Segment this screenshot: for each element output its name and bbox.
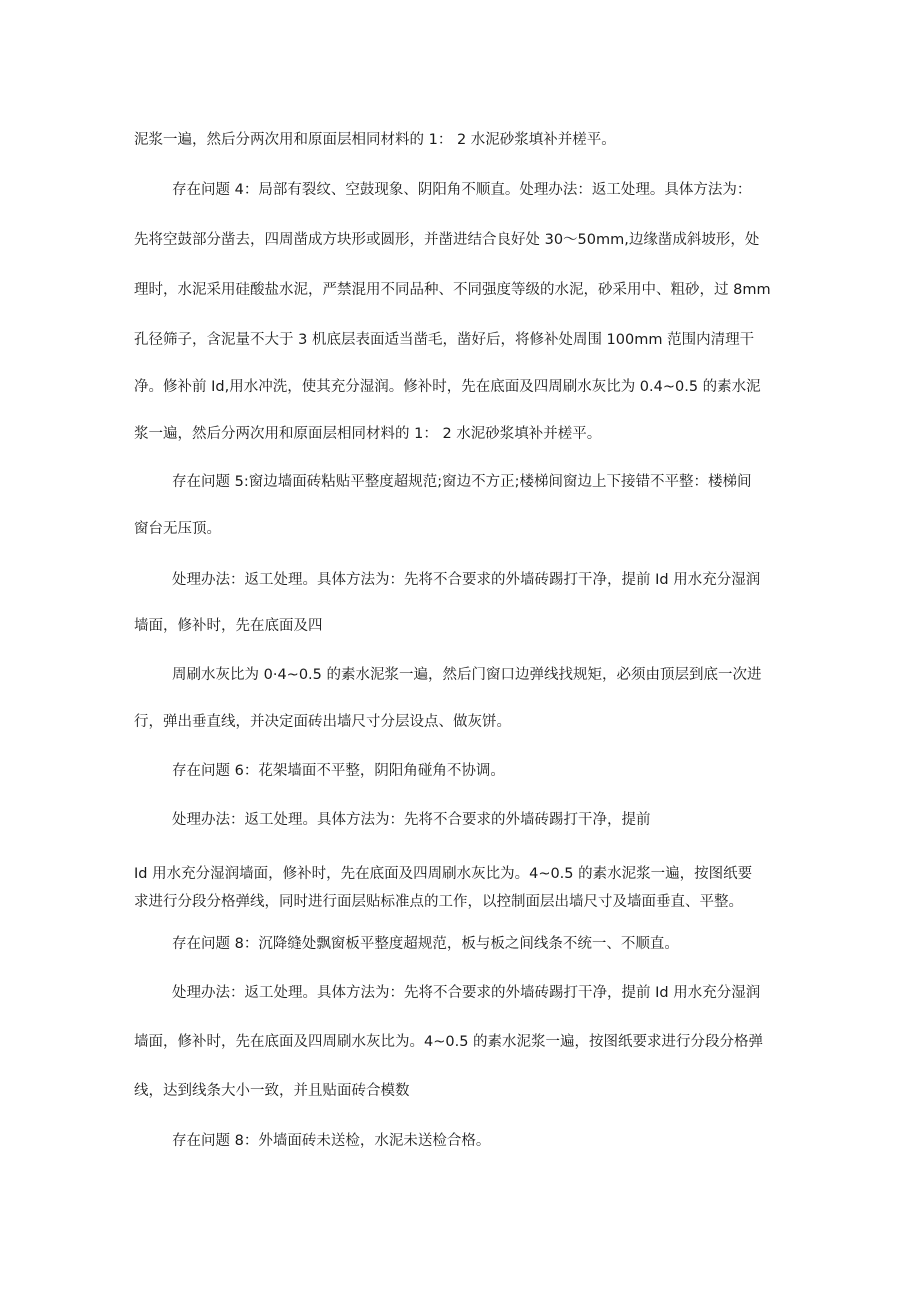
text-line: 孔径筛子，含泥量不大于 3 机底层表面适当凿毛，凿好后，将修补处周围 100mm 范围内清理干 <box>134 332 755 348</box>
text-line: 处理办法：返工处理。具体方法为：先将不合要求的外墙砖踢打干净，提前 Id 用水充分湿润 <box>172 572 761 588</box>
text-line: 存在问题 5:窗边墙面砖粘贴平整度超规范;窗边不方正;楼梯间窗边上下接错不平整：楼梯间 <box>172 474 752 490</box>
text-line: 净。修补前 Id,用水冲洗，使其充分湿润。修补时，先在底面及四周刷水灰比为 0.4~0.5 的素水泥 <box>134 379 761 395</box>
text-line: 存在问题 6：花架墙面不平整，阴阳角碰角不协调。 <box>172 763 505 779</box>
text-line: 处理办法：返工处理。具体方法为：先将不合要求的外墙砖踢打干净，提前 Id 用水充分湿润 <box>172 985 761 1001</box>
text-line: 窗台无压顶。 <box>134 521 221 537</box>
text-line: 存在问题 8：外墙面砖未送检，水泥未送检合格。 <box>172 1133 491 1149</box>
text-line: 线，达到线条大小一致，并且贴面砖合模数 <box>134 1083 410 1099</box>
text-line: 理时，水泥采用硅酸盐水泥，严禁混用不同品种、不同强度等级的水泥，砂采用中、粗砂，过 8mm <box>134 282 771 298</box>
text-line: 先将空鼓部分凿去，四周凿成方块形或圆形，并凿进结合良好处 30～50mm,边缘凿成斜坡形，处 <box>134 232 760 248</box>
text-line: 存在问题 4：局部有裂纹、空鼓现象、阴阳角不顺直。处理办法：返工处理。具体方法为： <box>172 182 752 198</box>
text-line: 墙面，修补时，先在底面及四周刷水灰比为。4~0.5 的素水泥浆一遍，按图纸要求进行分段分格弹 <box>134 1034 764 1050</box>
text-line: 行，弹出垂直线，并决定面砖出墙尺寸分层设点、做灰饼。 <box>134 714 511 730</box>
text-line: 泥浆一遍，然后分两次用和原面层相同材料的 1： 2 水泥砂浆填补并槎平。 <box>134 132 616 148</box>
text-line: 浆一遍，然后分两次用和原面层相同材料的 1： 2 水泥砂浆填补并槎平。 <box>134 426 602 442</box>
text-line: 处理办法：返工处理。具体方法为：先将不合要求的外墙砖踢打干净，提前 <box>172 812 651 828</box>
text-line: 求进行分段分格弹线，同时进行面层贴标准点的工作，以控制面层出墙尺寸及墙面垂直、平整。 <box>134 894 743 910</box>
text-line: 墙面，修补时，先在底面及四 <box>134 618 323 634</box>
text-line: 周刷水灰比为 0·4~0.5 的素水泥浆一遍，然后门窗口边弹线找规矩，必须由顶层到底一次进 <box>172 667 762 683</box>
text-line: 存在问题 8：沉降缝处飘窗板平整度超规范，板与板之间线条不统一、不顺直。 <box>172 936 679 952</box>
text-line: Id 用水充分湿润墙面，修补时，先在底面及四周刷水灰比为。4~0.5 的素水泥浆一遍，按图纸要 <box>134 866 753 882</box>
